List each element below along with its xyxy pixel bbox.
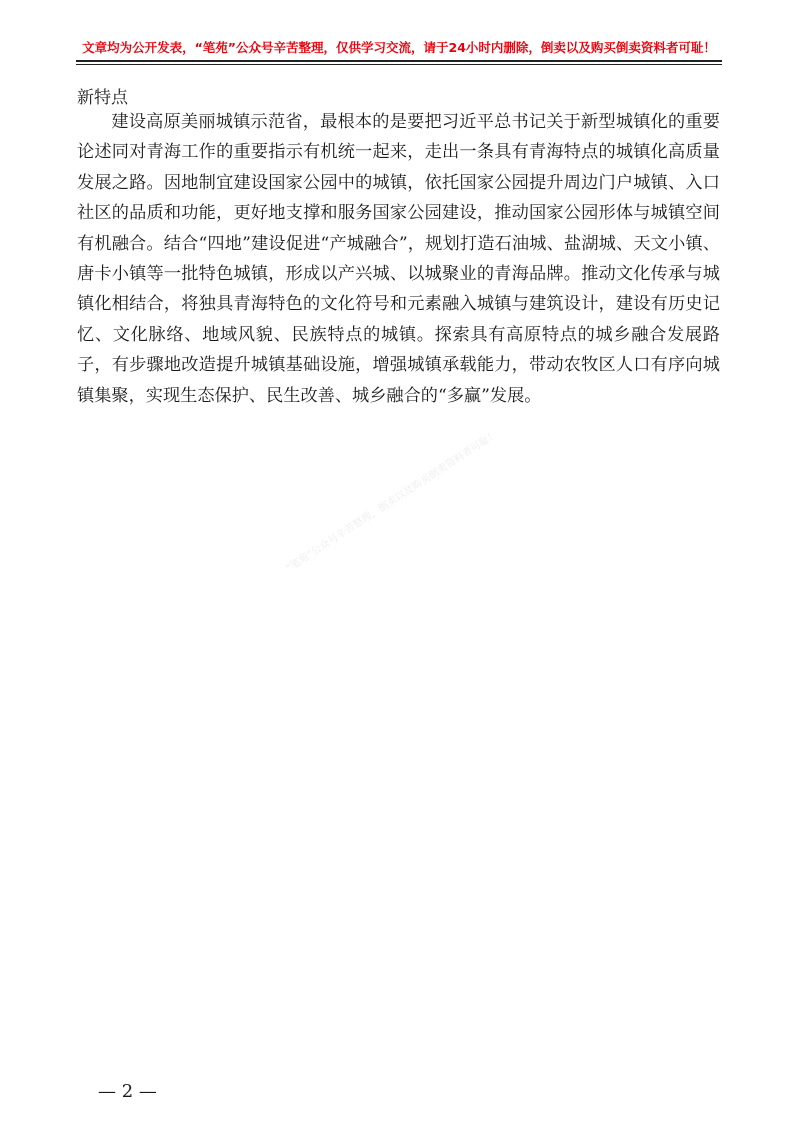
copyright-notice: 文章均为公开发表，“笔苑”公众号辛苦整理，仅供学习交流，请于24小时内删除，倒卖以及购买倒卖资料者可耻！	[82, 40, 716, 55]
section-heading: 新特点	[77, 88, 128, 108]
page-number: — 2 —	[98, 1081, 157, 1102]
watermark: “笔苑”公众号辛苦整理，倒卖以及购买倒卖资料者可耻！	[284, 428, 501, 575]
header-rule-thick	[76, 60, 722, 62]
header-rule-thin	[76, 64, 722, 65]
body-paragraph: 建设高原美丽城镇示范省，最根本的是要把习近平总书记关于新型城镇化的重要论述同对青海工作的重要指示有机统一起来，走出一条具有青海特点的城镇化高质量发展之路。因地制宜建设国家公园中的城镇，依托国家公园提升周边门户城镇、入口社区的品质和功能，更好地支撑和服务国家公园建设，推动国家公园形体与城镇空间有机融合。结合“四地”建设促进“产城融合”，规划打造石油城、盐湖城、天文小镇、唐卡小镇等一批特色城镇，形成以产兴城、以城聚业的青海品牌。推动文化传承与城镇化相结合，将独具青海特色的文化符号和元素融入城镇与建筑设计，建设有历史记忆、文化脉络、地域风貌、民族特点的城镇。探索具有高原特点的城乡融合发展路子，有步骤地改造提升城镇基础设施，增强城镇承载能力，带动农牧区人口有序向城镇集聚，实现生态保护、民生改善、城乡融合的“多赢”发展。	[77, 112, 720, 406]
